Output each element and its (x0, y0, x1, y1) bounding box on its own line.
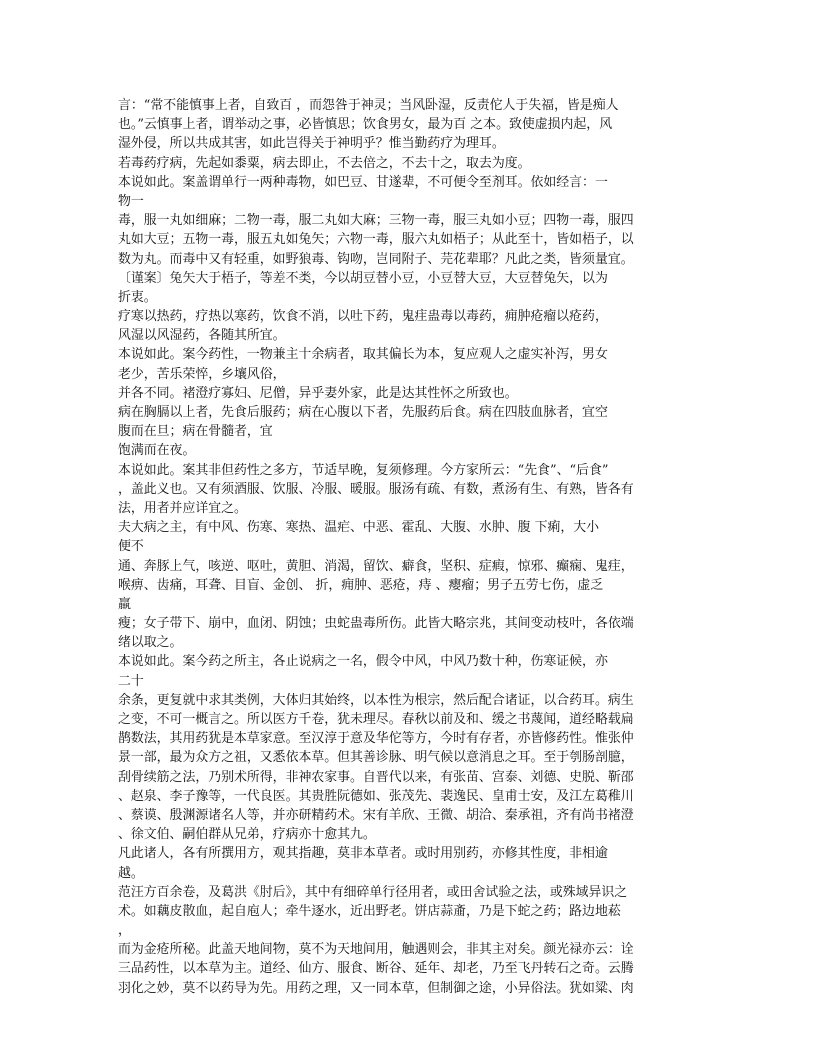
text-line: 瘦；女子带下、崩中，血闭、阴蚀；虫蛇蛊毒所伤。此皆大略宗兆，其间变动枝叶，各依端 (118, 616, 634, 632)
text-line: 术。如藕皮散血，起自庖人；牵牛逐水，近出野老。饼店蒜齑，乃是下蛇之药；路边地菘 (118, 903, 621, 919)
text-line: 病在胸膈以上者，先食后服药；病在心腹以下者，先服药后食。病在四肢血脉者，宜空 (118, 405, 608, 420)
text-line: 本说如此。案盖谓单行一两种毒物，如巴豆、甘遂辈，不可便令至剂耳。依如经言：一 (118, 174, 608, 190)
text-line: 羽化之妙，莫不以药导为先。用药之理，又一同本草，但制御之途，小异俗法。犹如粱、肉 (118, 980, 634, 996)
text-line: 风湿以风湿药，各随其所宜。 (118, 328, 286, 344)
text-line: 景一部，最为众方之祖，又悉依本草。但其善诊脉、明气候以意消息之耳。至于刳肠剖臆， (118, 750, 634, 766)
text-line: 并各不同。褚澄疗寡妇、尼僧，异乎妻外家，此是达其性怀之所致也。 (118, 385, 518, 401)
text-line: 三品药性，以本草为主。道经、仙方、服食、断谷、延年、却老，乃至飞丹转石之奇。云腾 (118, 961, 634, 977)
text-line: 毒，服一丸如细麻；二物一毒，服二丸如大麻；三物一毒，服三丸如小豆；四物一毒，服四 (118, 213, 634, 229)
text-line: 若毒药疗病，先起如黍粟，病去即止，不去倍之，不去十之，取去为度。 (118, 155, 531, 171)
text-line: 而为金疮所秘。此盖天地间物，莫不为天地间用，触遇则会，非其主对矣。颜光禄亦云：诠 (118, 942, 634, 958)
text-line: 羸 (118, 596, 131, 612)
text-line: 、蔡谟、殷渊源诸名人等，并亦研精药术。宋有羊欣、王微、胡洽、秦承祖，齐有尚书褚澄 (118, 807, 634, 823)
text-line: 折衷。 (118, 289, 157, 305)
text-line: 本说如此。案今药性，一物兼主十余病者，取其偏长为本，复应观人之虚实补泻，男女 (118, 347, 608, 363)
text-line: 余条，更复就中求其类例，大体归其始终，以本性为根宗，然后配合诸证，以合药耳。病生 (118, 692, 634, 708)
document-page (118, 96, 688, 998)
text-line: 绪以取之。 (118, 635, 183, 651)
text-line: 夫大病之主，有中风、伤寒、寒热、温疟、中恶、霍乱、大腹、水肿、腹 下痢，大小 (118, 520, 600, 536)
text-line: 数为丸。而毒中又有轻重，如野狼毒、钩吻，岂同附子、芫花辈耶？凡此之类，皆须量宜。 (118, 251, 634, 267)
text-line: 言：“常不能慎事上者，自致百 ，而怨咎于神灵；当风卧湿，反责佗人于失福，皆是痴人 (118, 98, 619, 113)
text-line: 〔谨案〕兔矢大于梧子，等差不类，今以胡豆替小豆，小豆替大豆，大豆替兔矢，以为 (118, 270, 608, 286)
text-line: 范汪方百余卷，及葛洪《肘后》，其中有细碎单行径用者，或田舍试验之法，或殊域异识之 (118, 884, 628, 900)
text-line: 喉痹、齿痛，耳聋、目盲、金创、 折，痈肿、恶疮，痔 、瘿瘤；男子五劳七伤，虚乏 (118, 577, 604, 593)
text-line: 、徐文伯、嗣伯群从兄弟，疗病亦十愈其九。 (118, 827, 376, 843)
text-line: 丸如大豆；五物一毒，服五丸如兔矢；六物一毒，服六丸如梧子；从此至十，皆如梧子，以 (118, 232, 634, 248)
text-line: 也。”云慎事上者，谓举动之事，必皆慎思；饮食男女，最为百 之本。致使虚损内起，风 (118, 117, 613, 133)
text-line: 老少，苦乐荣悴，乡壤风俗， (118, 366, 286, 382)
text-line: 饱满而在夜。 (118, 443, 196, 459)
text-line: ， (118, 923, 131, 939)
text-line: 凡此诸人，各有所撰用方，观其指趣，莫非本草者。或时用别药，亦修其性度，非相逾 (118, 846, 608, 862)
text-line: 之变，不可一概言之。所以医方千卷，犹未理尽。春秋以前及和、缓之书蔑闻，道经略载扁 (118, 712, 634, 727)
text-line: 腹而在旦；病在骨髓者，宜 (118, 424, 273, 440)
text-line: ，盖此义也。又有须酒服、饮服、冷服、暖服。服汤有疏、有数，煮汤有生、有熟，皆各有 (118, 481, 634, 497)
text-line: 刮骨续筋之法，乃别术所得，非神农家事。自晋代以来，有张苗、宫泰、刘德、史脱、靳邵 (118, 769, 634, 785)
text-line: 鹊数法，其用药犹是本草家意。至汉淳于意及华佗等方，今时有存者，亦皆修药性。惟张仲 (118, 731, 634, 747)
text-line: 二十 (118, 673, 144, 689)
text-line: 、赵泉、李子豫等，一代良医。其贵胜阮德如、张茂先、裴逸民、皇甫士安，及江左葛稚川 (118, 788, 634, 804)
text-line: 通、奔豚上气，咳逆、呕吐，黄胆、消渴，留饮、癖食，坚积、症瘕，惊邪、癫痫、鬼疰， (118, 558, 634, 574)
text-line: 本说如此。案其非但药性之多方，节适早晚，复须修理。今方家所云：“先食”、“后食” (118, 462, 609, 478)
text-line: 疗寒以热药，疗热以寒药，饮食不消，以吐下药，鬼疰蛊毒以毒药，痈肿疮瘤以疮药， (118, 309, 608, 325)
text-line: 物一 (118, 193, 144, 209)
text-line: 法，用者并应详宜之。 (118, 500, 247, 516)
text-line: 本说如此。案今药之所主，各止说病之一名，假令中风，中风乃数十种，伤寒证候，亦 (118, 654, 608, 670)
text-line: 越。 (118, 865, 144, 881)
text-line: 便不 (118, 539, 144, 555)
text-line: 湿外侵，所以共成其害，如此岂得关于神明乎？惟当勤药疗为理耳。 (118, 136, 505, 152)
